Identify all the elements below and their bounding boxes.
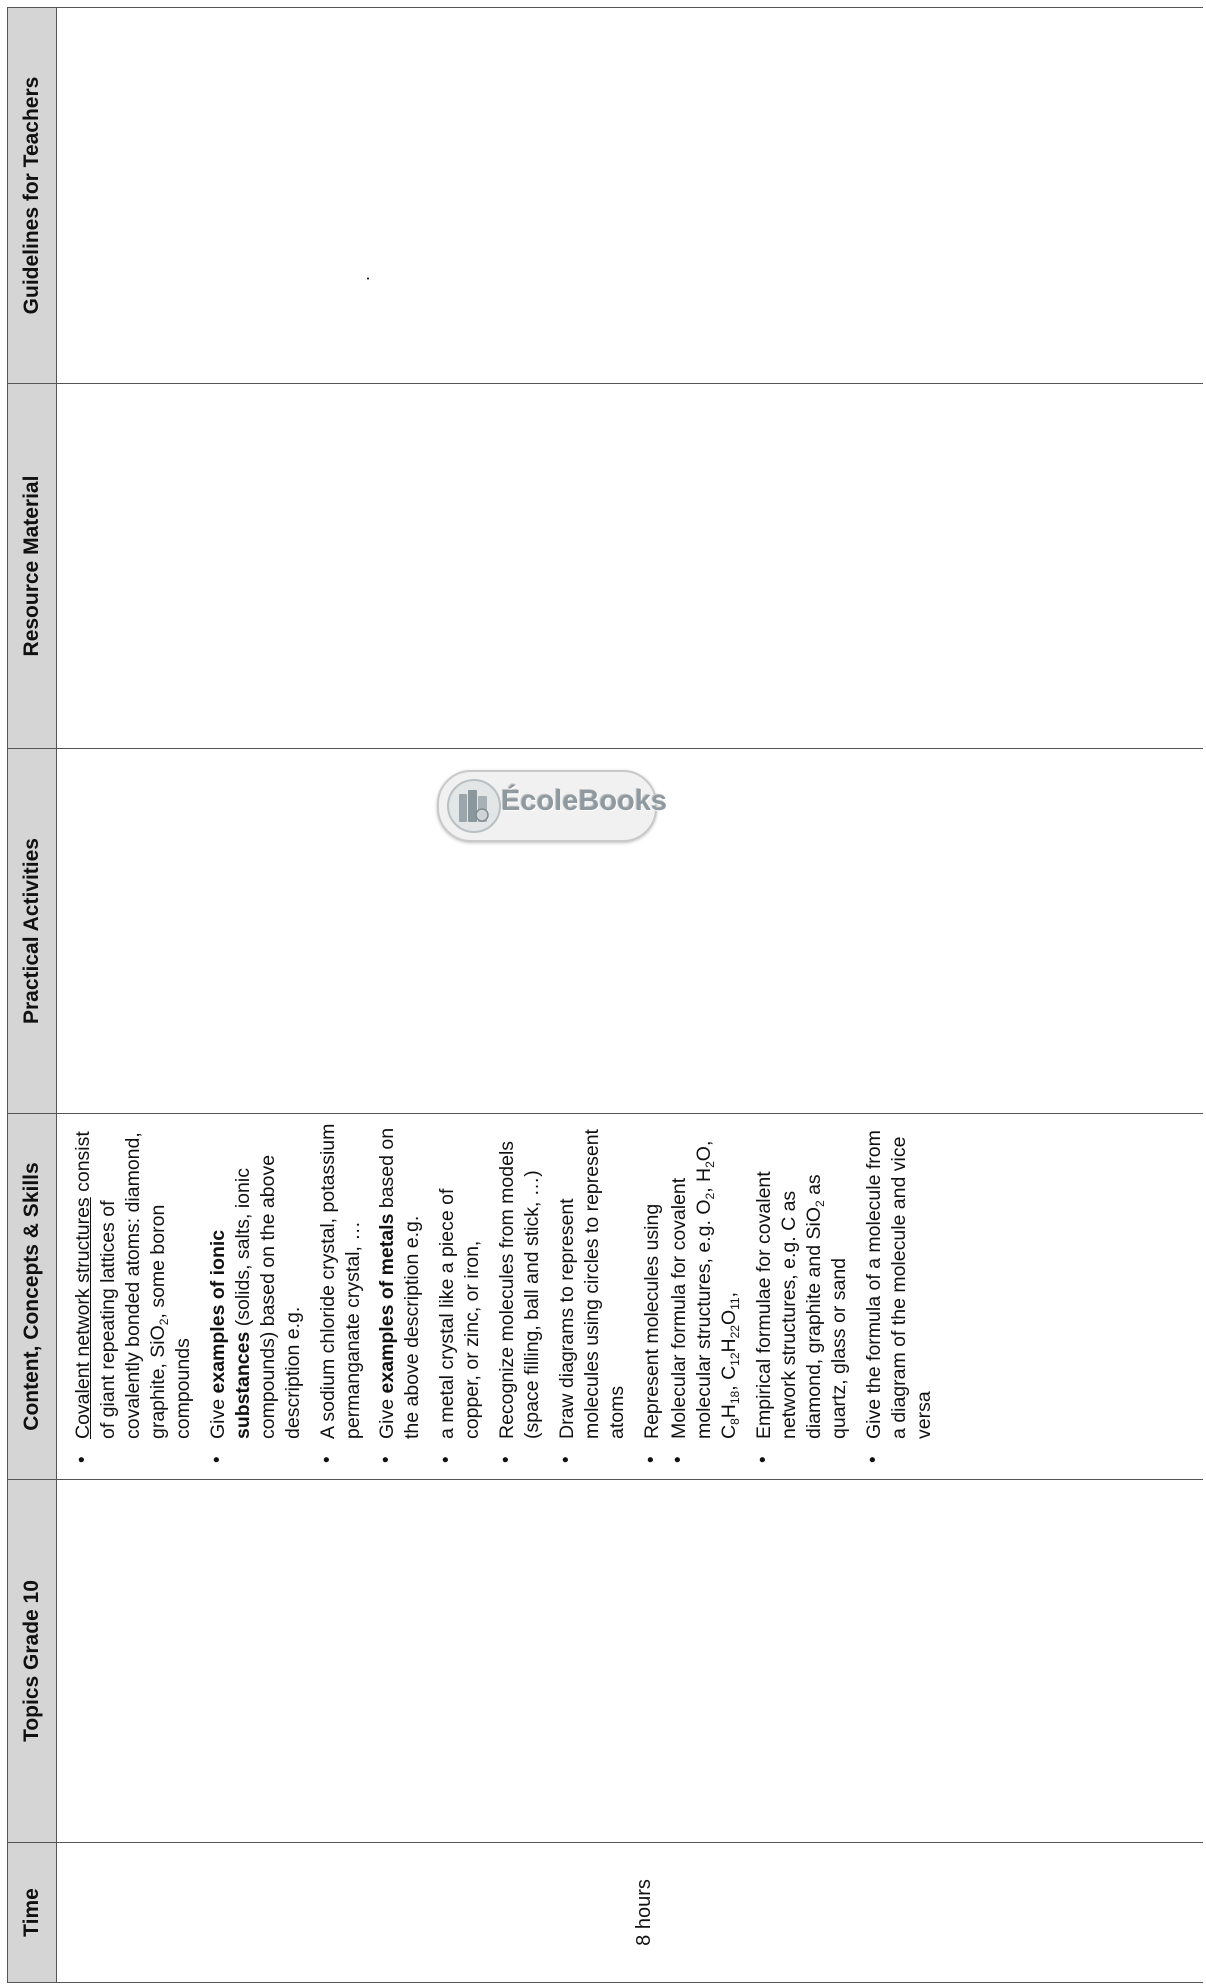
header-time: Time [7,1843,57,1983]
guidelines-cell [57,7,1203,384]
list-item: • Empirical formulae for covalent network structures, e.g. C as diamond, graphite and SiO$_2$ as quartz, glass or sand [752,1122,852,1471]
list-item: • a metal crystal like a piece of copper, or zinc, or iron, [435,1122,485,1471]
list-item: • Give the formula of a molecule from a diagram of the molecule and vice versa [862,1122,937,1471]
curriculum-table [7,7,1203,1983]
resource-cell [57,384,1203,749]
list-item: • Molecular formula for covalent molecular structures, e.g. $O_2$, $H_2O$, $C_8H_{18}$, $C_{12}H_{22}O_{11}$, [667,1122,742,1471]
books-logo-icon [447,778,501,834]
topics-cell [57,1480,1203,1843]
header-topics: Topics Grade 10 [7,1480,57,1843]
content-cell [57,1114,1203,1480]
header-practical: Practical Activities [7,749,57,1114]
header-resource: Resource Material [7,384,57,749]
list-item: • Recognize molecules from models (space filling, ball and stick, …) [495,1122,545,1471]
list-item: • Give examples of ionic substances (solids, salts, ionic compounds) based on the above description e.g. [206,1122,306,1471]
list-item: • A sodium chloride crystal, potassium permanganate crystal, … [316,1122,366,1471]
list-item: • Covalent network structures consist of giant repeating lattices of covalently bonded atoms: diamond, graphite, SiO$_2$, some boron compounds [71,1122,196,1471]
time-cell [57,1843,1203,1983]
list-item: • Represent molecules using [640,1122,665,1471]
ecolebooks-watermark [437,770,667,842]
list-item: • Give examples of metals based on the above description e.g. [375,1122,425,1471]
list-item: • Draw diagrams to represent molecules using circles to represent atoms [555,1122,630,1471]
time-value: 8 hours [633,1879,655,1946]
guidelines-mark: . [353,275,373,281]
header-guidelines: Guidelines for Teachers [7,7,57,384]
watermark-text: ÉcoleBooks [501,785,667,817]
header-content: Content, Concepts & Skills [7,1114,57,1480]
content-list [57,1114,937,1479]
